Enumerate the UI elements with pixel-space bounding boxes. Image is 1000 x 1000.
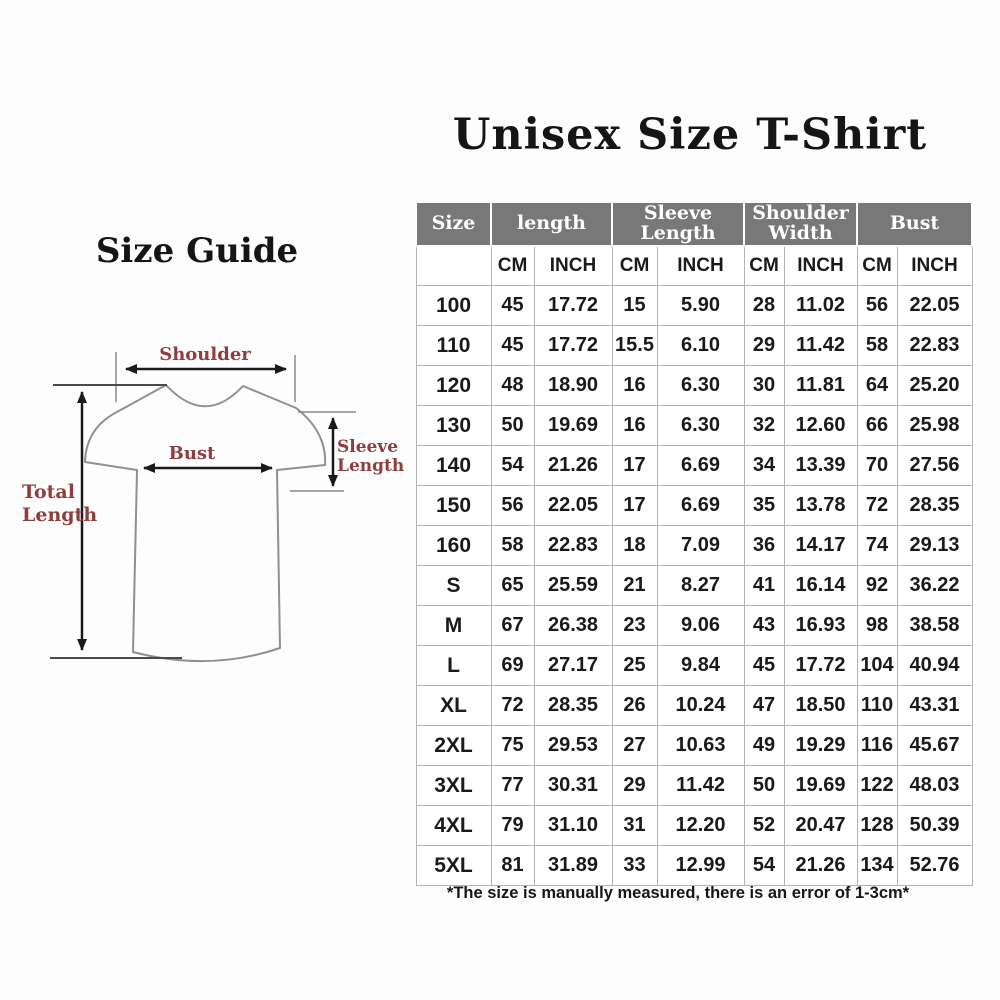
value-cell: 45 (744, 646, 784, 686)
table-row (416, 726, 972, 766)
value-cell: 9.06 (657, 606, 744, 646)
size-cell: XL (416, 686, 491, 726)
unit-sleeve-cm: CM (612, 246, 657, 286)
size-cell: L (416, 646, 491, 686)
value-cell: 45 (491, 326, 534, 366)
value-cell: 27.17 (534, 646, 612, 686)
value-cell: 26.38 (534, 606, 612, 646)
value-cell: 116 (857, 726, 897, 766)
value-cell: 25.98 (897, 406, 972, 446)
value-cell: 50 (491, 406, 534, 446)
table-row (416, 846, 972, 886)
value-cell: 6.30 (657, 366, 744, 406)
value-cell: 17 (612, 486, 657, 526)
value-cell: 12.60 (784, 406, 857, 446)
value-cell: 31.10 (534, 806, 612, 846)
value-cell: 56 (857, 286, 897, 326)
value-cell: 13.39 (784, 446, 857, 486)
value-cell: 52.76 (897, 846, 972, 886)
value-cell: 122 (857, 766, 897, 806)
sleeve-length-label-line1: Sleeve (337, 437, 399, 457)
value-cell: 74 (857, 526, 897, 566)
col-header-size: Size (416, 202, 491, 246)
size-cell: 120 (416, 366, 491, 406)
value-cell: 12.20 (657, 806, 744, 846)
group-header-row (416, 202, 972, 246)
total-length-label-line2: Length (22, 504, 98, 526)
unit-length-cm: CM (491, 246, 534, 286)
size-guide-heading: Size Guide (95, 231, 299, 271)
value-cell: 27.56 (897, 446, 972, 486)
value-cell: 45.67 (897, 726, 972, 766)
value-cell: 110 (857, 686, 897, 726)
footnote: *The size is manually measured, there is an error of 1-3cm* (446, 884, 910, 902)
value-cell: 6.10 (657, 326, 744, 366)
value-cell: 29.53 (534, 726, 612, 766)
unit-shoulder-cm: CM (744, 246, 784, 286)
value-cell: 72 (857, 486, 897, 526)
value-cell: 41 (744, 566, 784, 606)
value-cell: 33 (612, 846, 657, 886)
value-cell: 35 (744, 486, 784, 526)
unit-length-inch: INCH (534, 246, 612, 286)
value-cell: 43 (744, 606, 784, 646)
value-cell: 10.24 (657, 686, 744, 726)
value-cell: 26 (612, 686, 657, 726)
unit-shoulder-inch: INCH (784, 246, 857, 286)
size-cell: 110 (416, 326, 491, 366)
value-cell: 25.20 (897, 366, 972, 406)
value-cell: 66 (857, 406, 897, 446)
value-cell: 22.83 (534, 526, 612, 566)
size-cell: 3XL (416, 766, 491, 806)
table-row (416, 326, 972, 366)
value-cell: 6.69 (657, 486, 744, 526)
value-cell: 16 (612, 366, 657, 406)
value-cell: 77 (491, 766, 534, 806)
value-cell: 28 (744, 286, 784, 326)
value-cell: 27 (612, 726, 657, 766)
value-cell: 29.13 (897, 526, 972, 566)
value-cell: 19.69 (784, 766, 857, 806)
value-cell: 58 (491, 526, 534, 566)
value-cell: 8.27 (657, 566, 744, 606)
size-cell: 140 (416, 446, 491, 486)
value-cell: 22.05 (534, 486, 612, 526)
size-cell: 100 (416, 286, 491, 326)
value-cell: 30 (744, 366, 784, 406)
value-cell: 128 (857, 806, 897, 846)
value-cell: 19.69 (534, 406, 612, 446)
value-cell: 11.02 (784, 286, 857, 326)
value-cell: 134 (857, 846, 897, 886)
value-cell: 36 (744, 526, 784, 566)
table-row (416, 486, 972, 526)
value-cell: 12.99 (657, 846, 744, 886)
value-cell: 54 (744, 846, 784, 886)
size-cell: 4XL (416, 806, 491, 846)
value-cell: 25.59 (534, 566, 612, 606)
value-cell: 13.78 (784, 486, 857, 526)
value-cell: 70 (857, 446, 897, 486)
table-row (416, 286, 972, 326)
sleeve-length-label-line2: Length (337, 456, 405, 476)
value-cell: 47 (744, 686, 784, 726)
value-cell: 28.35 (534, 686, 612, 726)
unit-bust-cm: CM (857, 246, 897, 286)
table-row (416, 366, 972, 406)
value-cell: 29 (612, 766, 657, 806)
value-cell: 92 (857, 566, 897, 606)
value-cell: 9.84 (657, 646, 744, 686)
value-cell: 15.5 (612, 326, 657, 366)
value-cell: 30.31 (534, 766, 612, 806)
value-cell: 45 (491, 286, 534, 326)
value-cell: 75 (491, 726, 534, 766)
table-row (416, 686, 972, 726)
unit-bust-inch: INCH (897, 246, 972, 286)
table-row (416, 526, 972, 566)
value-cell: 11.81 (784, 366, 857, 406)
value-cell: 72 (491, 686, 534, 726)
value-cell: 11.42 (657, 766, 744, 806)
size-table-body (416, 286, 972, 886)
value-cell: 11.42 (784, 326, 857, 366)
unit-sleeve-inch: INCH (657, 246, 744, 286)
value-cell: 50.39 (897, 806, 972, 846)
value-cell: 18.50 (784, 686, 857, 726)
value-cell: 5.90 (657, 286, 744, 326)
page-title: Unisex Size T-Shirt (452, 110, 928, 160)
value-cell: 23 (612, 606, 657, 646)
value-cell: 29 (744, 326, 784, 366)
value-cell: 16.93 (784, 606, 857, 646)
value-cell: 58 (857, 326, 897, 366)
value-cell: 67 (491, 606, 534, 646)
value-cell: 16 (612, 406, 657, 446)
value-cell: 48.03 (897, 766, 972, 806)
value-cell: 32 (744, 406, 784, 446)
value-cell: 10.63 (657, 726, 744, 766)
total-length-label-line1: Total (22, 481, 75, 503)
col-header-shoulder-width: Shoulder Width (744, 202, 857, 246)
value-cell: 40.94 (897, 646, 972, 686)
value-cell: 22.83 (897, 326, 972, 366)
size-cell: 160 (416, 526, 491, 566)
size-cell: 150 (416, 486, 491, 526)
value-cell: 50 (744, 766, 784, 806)
value-cell: 49 (744, 726, 784, 766)
value-cell: 21 (612, 566, 657, 606)
value-cell: 17.72 (534, 326, 612, 366)
value-cell: 17.72 (534, 286, 612, 326)
tshirt-measurement-diagram (0, 330, 420, 675)
value-cell: 52 (744, 806, 784, 846)
size-table (415, 201, 973, 886)
value-cell: 17 (612, 446, 657, 486)
value-cell: 43.31 (897, 686, 972, 726)
value-cell: 38.58 (897, 606, 972, 646)
size-cell: M (416, 606, 491, 646)
units-row (416, 246, 972, 286)
table-row (416, 406, 972, 446)
bust-label: Bust (168, 443, 216, 464)
value-cell: 7.09 (657, 526, 744, 566)
value-cell: 79 (491, 806, 534, 846)
value-cell: 6.30 (657, 406, 744, 446)
shoulder-label: Shoulder (159, 344, 251, 365)
units-empty-cell (416, 246, 491, 286)
value-cell: 31 (612, 806, 657, 846)
table-row (416, 766, 972, 806)
value-cell: 22.05 (897, 286, 972, 326)
col-header-sleeve-length: Sleeve Length (612, 202, 744, 246)
table-row (416, 566, 972, 606)
value-cell: 21.26 (534, 446, 612, 486)
value-cell: 64 (857, 366, 897, 406)
tshirt-outline-drawing (85, 385, 325, 661)
value-cell: 34 (744, 446, 784, 486)
value-cell: 48 (491, 366, 534, 406)
size-cell: 2XL (416, 726, 491, 766)
value-cell: 17.72 (784, 646, 857, 686)
size-cell: 5XL (416, 846, 491, 886)
size-cell: 130 (416, 406, 491, 446)
value-cell: 69 (491, 646, 534, 686)
value-cell: 18.90 (534, 366, 612, 406)
value-cell: 81 (491, 846, 534, 886)
value-cell: 14.17 (784, 526, 857, 566)
value-cell: 15 (612, 286, 657, 326)
col-header-length: length (491, 202, 612, 246)
value-cell: 6.69 (657, 446, 744, 486)
value-cell: 104 (857, 646, 897, 686)
value-cell: 21.26 (784, 846, 857, 886)
table-row (416, 806, 972, 846)
value-cell: 56 (491, 486, 534, 526)
table-row (416, 646, 972, 686)
value-cell: 20.47 (784, 806, 857, 846)
value-cell: 36.22 (897, 566, 972, 606)
size-cell: S (416, 566, 491, 606)
value-cell: 98 (857, 606, 897, 646)
table-row (416, 606, 972, 646)
value-cell: 54 (491, 446, 534, 486)
value-cell: 19.29 (784, 726, 857, 766)
value-cell: 25 (612, 646, 657, 686)
table-row (416, 446, 972, 486)
value-cell: 28.35 (897, 486, 972, 526)
value-cell: 31.89 (534, 846, 612, 886)
value-cell: 18 (612, 526, 657, 566)
col-header-bust: Bust (857, 202, 972, 246)
value-cell: 16.14 (784, 566, 857, 606)
value-cell: 65 (491, 566, 534, 606)
